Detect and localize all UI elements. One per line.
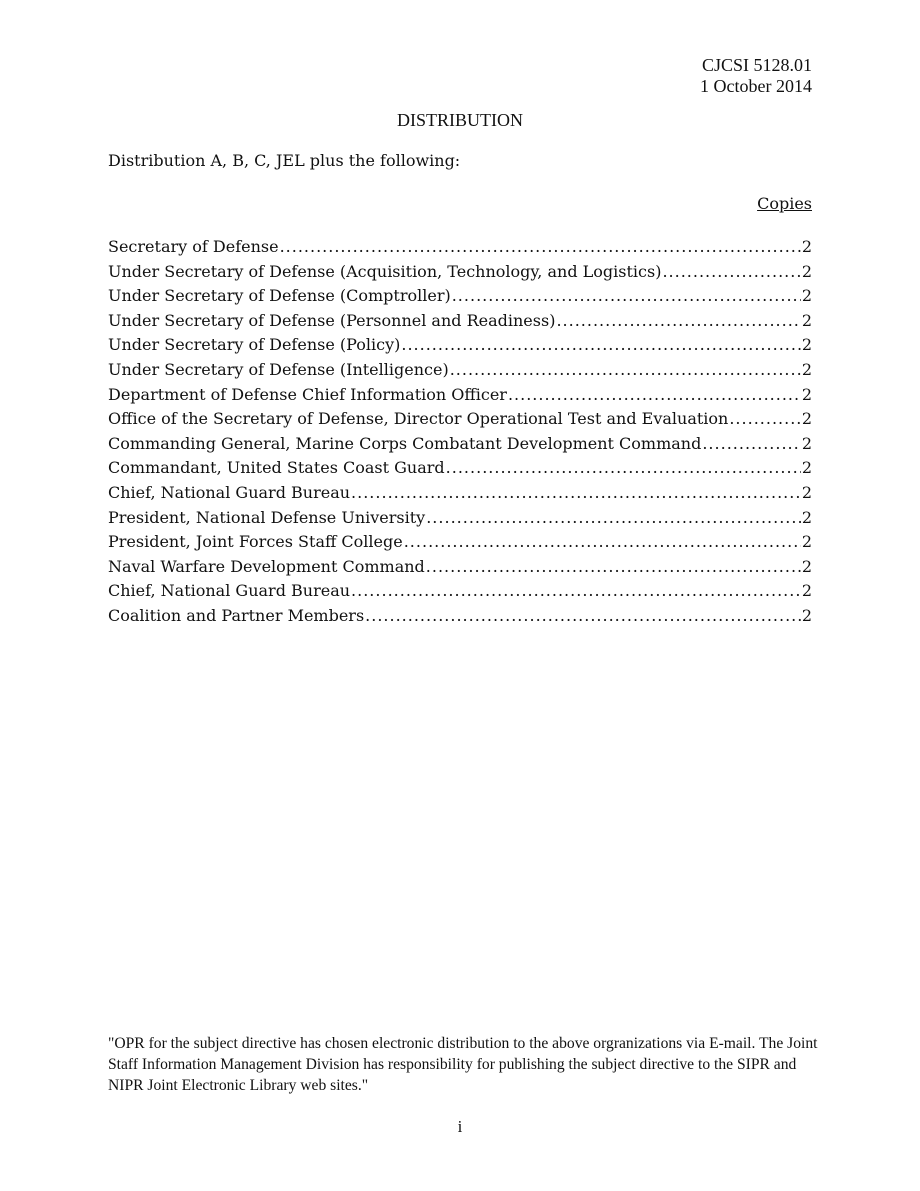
recipient-name: Under Secretary of Defense (Intelligence) (108, 359, 449, 379)
dot-leader (280, 236, 801, 258)
distribution-row (108, 482, 812, 507)
dot-leader (426, 507, 801, 529)
recipient-name: Chief, National Guard Bureau (108, 482, 351, 502)
document-date: 1 October 2014 (700, 76, 812, 96)
copies-count: 2 (801, 433, 812, 453)
distribution-row (108, 605, 812, 630)
copies-column-header: Copies (757, 194, 812, 213)
copies-count: 2 (801, 532, 812, 552)
distribution-row (108, 457, 812, 482)
page-title: DISTRIBUTION (397, 110, 523, 130)
copies-count: 2 (801, 581, 812, 601)
distribution-row (108, 556, 812, 581)
page-number: i (457, 1117, 463, 1136)
dot-leader (729, 408, 800, 430)
copies-count: 2 (801, 261, 812, 281)
dot-leader (401, 334, 800, 356)
recipient-name: Secretary of Defense (108, 237, 279, 256)
distribution-row (108, 531, 812, 556)
distribution-note: "OPR for the subject directive has chosen electronic distribution to the above orgranizations via E-mail. The Joint Staff Information Management Division has responsibility for publishing the subject directive to the SIPR and NIPR Joint Electronic Library web sites." (108, 1035, 818, 1094)
copies-count: 2 (801, 605, 812, 625)
copies-count: 2 (801, 286, 812, 306)
recipient-name: Under Secretary of Defense (Policy) (108, 335, 401, 355)
distribution-row (108, 507, 812, 532)
distribution-row (108, 285, 812, 310)
distribution-row (108, 236, 812, 261)
copies-count: 2 (801, 384, 812, 404)
copies-count: 2 (801, 310, 812, 330)
copies-count: 2 (801, 409, 812, 429)
recipient-name: Commanding General, Marine Corps Combatant Development Command (108, 433, 702, 453)
recipient-name: Coalition and Partner Members (108, 605, 365, 625)
dot-leader (556, 310, 800, 332)
recipient-name: Naval Warfare Development Command (108, 556, 425, 576)
recipient-name: Office of the Secretary of Defense, Director Operational Test and Evaluation (108, 409, 729, 429)
dot-leader (404, 531, 801, 553)
copies-count: 2 (801, 458, 812, 478)
copies-count: 2 (801, 507, 812, 527)
dot-leader (351, 580, 801, 602)
dot-leader (452, 285, 801, 307)
recipient-name: Department of Defense Chief Information Officer (108, 384, 507, 404)
dot-leader (702, 433, 800, 455)
dot-leader (365, 605, 801, 627)
recipient-name: President, National Defense University (108, 507, 426, 527)
distribution-row (108, 580, 812, 605)
copies-count: 2 (801, 237, 812, 256)
recipient-name: Chief, National Guard Bureau (108, 581, 351, 601)
recipient-name: Under Secretary of Defense (Acquisition, Technology, and Logistics) (108, 261, 662, 281)
distribution-row (108, 408, 812, 433)
dot-leader (446, 457, 801, 479)
distribution-row (108, 384, 812, 409)
distribution-row (108, 261, 812, 286)
recipient-name: Under Secretary of Defense (Comptroller) (108, 286, 451, 306)
distribution-row (108, 433, 812, 458)
copies-count: 2 (801, 335, 812, 355)
recipient-name: Under Secretary of Defense (Personnel and Readiness) (108, 310, 556, 330)
document-number: CJCSI 5128.01 (701, 55, 812, 75)
distribution-row (108, 359, 812, 384)
copies-count: 2 (801, 556, 812, 576)
dot-leader (426, 556, 801, 578)
copies-count: 2 (801, 359, 812, 379)
dot-leader (508, 384, 801, 406)
distribution-list (108, 236, 812, 630)
distribution-row (108, 310, 812, 335)
dot-leader (351, 482, 801, 504)
dot-leader (450, 359, 801, 381)
copies-count: 2 (801, 482, 812, 502)
distribution-intro: Distribution A, B, C, JEL plus the following: (108, 151, 461, 170)
recipient-name: President, Joint Forces Staff College (108, 532, 403, 552)
recipient-name: Commandant, United States Coast Guard (108, 458, 445, 478)
document-header (700, 55, 812, 97)
distribution-row (108, 334, 812, 359)
dot-leader (662, 261, 800, 283)
